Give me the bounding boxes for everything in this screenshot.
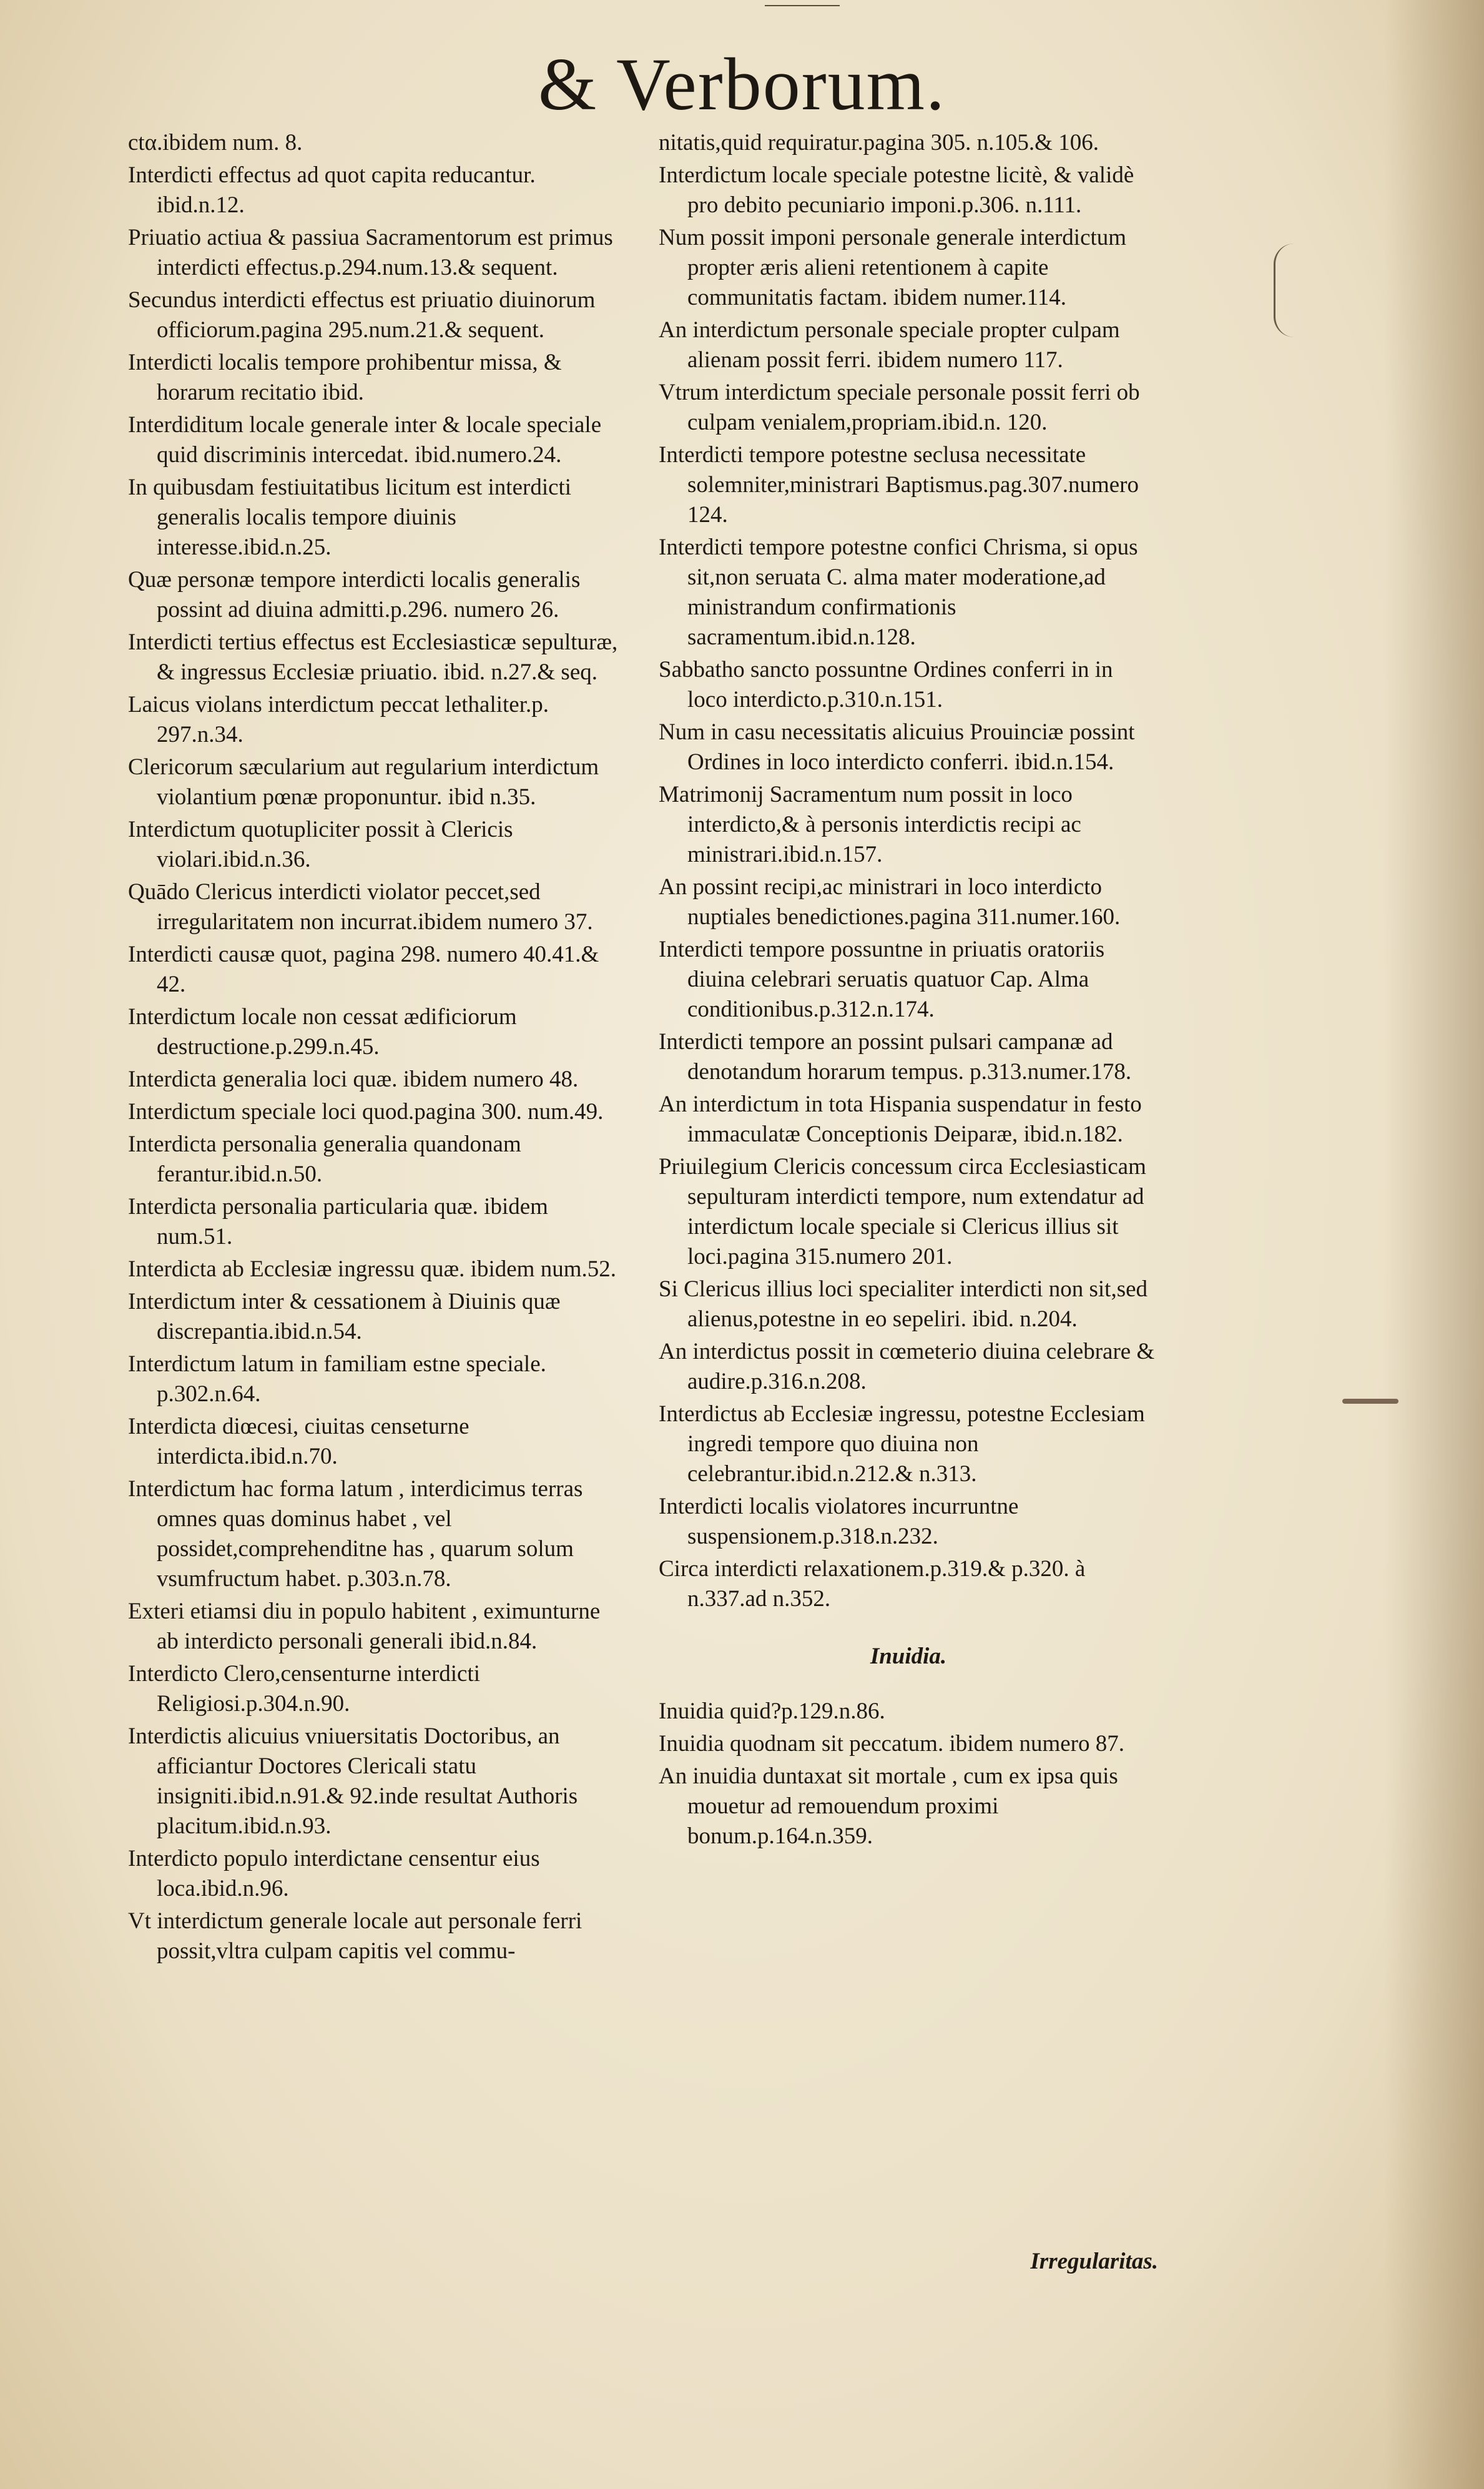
catchword: Irregularitas. <box>1030 2249 1158 2274</box>
index-entry: An inuidia duntaxat sit mortale , cum ex ipsa quis mouetur ad remouendum proximi bonum.p.164.n.359. <box>659 1763 1118 1849</box>
index-entry: Interdicti tempore an possint pulsari campanæ ad denotandum horarum tempus. p.313.numer.178. <box>659 1029 1132 1085</box>
index-entry: Interdicta diœcesi, ciuitas censeturne interdicta.ibid.n.70. <box>128 1414 469 1469</box>
index-entry: Num in casu necessitatis alicuius Prouinciæ possint Ordines in loco interdicto conferri. ibid.n.154. <box>659 719 1135 775</box>
index-entry: Interdictis alicuius vniuersitatis Doctoribus, an afficiantur Doctores Clericali statu insigniti.ibid.n.91.& 92.inde resultat Authoris placitum.ibid.n.93. <box>128 1723 578 1839</box>
index-entry: Exteri etiamsi diu in populo habitent , eximunturne ab interdicto personali generali ibid.n.84. <box>128 1599 601 1654</box>
index-entry: Interdictum inter & cessationem à Diuinis quæ discrepantia.ibid.n.54. <box>128 1289 561 1344</box>
left-column <box>128 128 627 1969</box>
index-entry: Clericorum sæcularium aut regularium interdictum violantium pœnæ proponuntur. ibid n.35. <box>128 754 599 810</box>
index-entry: Interdicta ab Ecclesiæ ingressu quæ. ibidem num.52. <box>128 1256 616 1282</box>
top-edge-mark <box>765 5 840 11</box>
index-entry: Interdicti tertius effectus est Ecclesiasticæ sepulturæ, & ingressus Ecclesiæ priuatio. ibid. n.27.& seq. <box>128 629 618 685</box>
index-entry: An interdictus possit in cœmeterio diuina celebrare & audire.p.316.n.208. <box>659 1339 1155 1394</box>
index-entry: Interdicti localis violatores incurruntne suspensionem.p.318.n.232. <box>659 1494 1019 1549</box>
index-entry: Interdiditum locale generale inter & locale speciale quid discriminis intercedat. ibid.numero.24. <box>128 412 602 468</box>
index-entry: Interdicti localis tempore prohibentur missa, & horarum recitatio ibid. <box>128 350 562 405</box>
index-entry: An interdictum personale speciale propter culpam alienam possit ferri. ibidem numero 117. <box>659 317 1120 373</box>
section-heading: Inuidia. <box>870 1644 947 1669</box>
index-entry: nitatis,quid requiratur.pagina 305. n.105.& 106. <box>659 130 1099 155</box>
right-column <box>659 128 1158 1854</box>
index-entry: Interdicta generalia loci quæ. ibidem numero 48. <box>128 1067 579 1092</box>
index-entry: Interdicta personalia particularia quæ. ibidem num.51. <box>128 1194 548 1249</box>
index-entry: Interdictum latum in familiam estne speciale. p.302.n.64. <box>128 1351 546 1407</box>
index-entry: Laicus violans interdictum peccat lethaliter.p. 297.n.34. <box>128 692 549 747</box>
index-entry: Circa interdicti relaxationem.p.319.& p.320. à n.337.ad n.352. <box>659 1556 1086 1612</box>
index-entry: Interdictum locale speciale potestne licitè, & validè pro debito pecuniario imponi.p.306. n.111. <box>659 162 1134 218</box>
index-entry: Interdicta personalia generalia quandonam ferantur.ibid.n.50. <box>128 1131 521 1187</box>
index-entry: Interdictum speciale loci quod.pagina 300. num.49. <box>128 1099 604 1125</box>
index-entry: Priuilegium Clericis concessum circa Ecclesiasticam sepulturam interdicti tempore, num extendatur ad interdictum locale speciale si Clericus illius sit loci.pagina 315.numero 201. <box>659 1154 1146 1269</box>
index-entry: Si Clericus illius loci specialiter interdicti non sit,sed alienus,potestne in eo sepeliri. ibid. n.204. <box>659 1276 1148 1332</box>
index-entry: An possint recipi,ac ministrari in loco interdicto nuptiales benedictiones.pagina 311.numer.160. <box>659 874 1121 930</box>
index-entry: Interdicti tempore potestne confici Chrisma, si opus sit,non seruata C. alma mater moderatione,ad ministrandum confirmationis sacramentum.ibid.n.128. <box>659 535 1138 650</box>
index-entry: Inuidia quid?p.129.n.86. <box>659 1698 885 1724</box>
margin-ink-stroke <box>1342 1399 1398 1404</box>
margin-pen-mark <box>1274 244 1294 337</box>
index-entry: Interdicto populo interdictane censentur eius loca.ibid.n.96. <box>128 1846 540 1901</box>
index-entry: Interdicti effectus ad quot capita reducantur. ibid.n.12. <box>128 162 536 218</box>
index-entry: Secundus interdicti effectus est priuatio diuinorum officiorum.pagina 295.num.21.& sequent. <box>128 287 596 343</box>
page-header: & Verborum. <box>538 42 946 126</box>
index-entry: Sabbatho sancto possuntne Ordines conferri in in loco interdicto.p.310.n.151. <box>659 657 1113 712</box>
index-entry: ctα.ibidem num. 8. <box>128 130 303 155</box>
index-entry: Interdictum hac forma latum , interdicimus terras omnes quas dominus habet , vel possidet,comprehenditne has , quarum solum vsumfructum habet. p.303.n.78. <box>128 1476 583 1592</box>
index-entry: Quādo Clericus interdicti violator peccet,sed irregularitatem non incurrat.ibidem numero 37. <box>128 879 593 935</box>
index-entry: Interdicti causæ quot, pagina 298. numero 40.41.& 42. <box>128 942 599 997</box>
page-edge-shadow <box>1384 0 1484 2489</box>
index-entry: Interdicti tempore potestne seclusa necessitate solemniter,ministrari Baptismus.pag.307.numero 124. <box>659 442 1139 528</box>
section-entries <box>659 1697 1158 1851</box>
index-entry: Quæ personæ tempore interdicti localis generalis possint ad diuina admitti.p.296. numero 26. <box>128 567 581 623</box>
right-column-entries <box>659 128 1158 1614</box>
index-entry: Num possit imponi personale generale interdictum propter æris alieni retentionem à capite communitatis factam. ibidem numer.114. <box>659 225 1127 310</box>
index-entry: Interdictum locale non cessat ædificiorum destructione.p.299.n.45. <box>128 1004 517 1060</box>
index-entry: Interdicto Clero,censenturne interdicti Religiosi.p.304.n.90. <box>128 1661 481 1717</box>
index-entry: Inuidia quodnam sit peccatum. ibidem numero 87. <box>659 1731 1124 1757</box>
index-entry: Interdictum quotupliciter possit à Clericis violari.ibid.n.36. <box>128 817 513 872</box>
index-entry: Vt interdictum generale locale aut personale ferri possit,vltra culpam capitis vel commu- <box>128 1908 582 1964</box>
index-entry: Vtrum interdictum speciale personale possit ferri ob culpam venialem,propriam.ibid.n. 120. <box>659 380 1140 435</box>
index-entry: Priuatio actiua & passiua Sacramentorum est primus interdicti effectus.p.294.num.13.& sequent. <box>128 225 613 280</box>
index-entry: Matrimonij Sacramentum num possit in loco interdicto,& à personis interdictis recipi ac ministrari.ibid.n.157. <box>659 782 1081 867</box>
index-entry: Interdicti tempore possuntne in priuatis oratoriis diuina celebrari seruatis quatuor Cap. Alma conditionibus.p.312.n.174. <box>659 937 1105 1022</box>
index-entry: In quibusdam festiuitatibus licitum est interdicti generalis localis tempore diuinis interesse.ibid.n.25. <box>128 475 572 560</box>
index-entry: Interdictus ab Ecclesiæ ingressu, potestne Ecclesiam ingredi tempore quo diuina non celebrantur.ibid.n.212.& n.313. <box>659 1401 1145 1487</box>
index-entry: An interdictum in tota Hispania suspendatur in festo immaculatæ Conceptionis Deiparæ, ibid.n.182. <box>659 1092 1142 1147</box>
